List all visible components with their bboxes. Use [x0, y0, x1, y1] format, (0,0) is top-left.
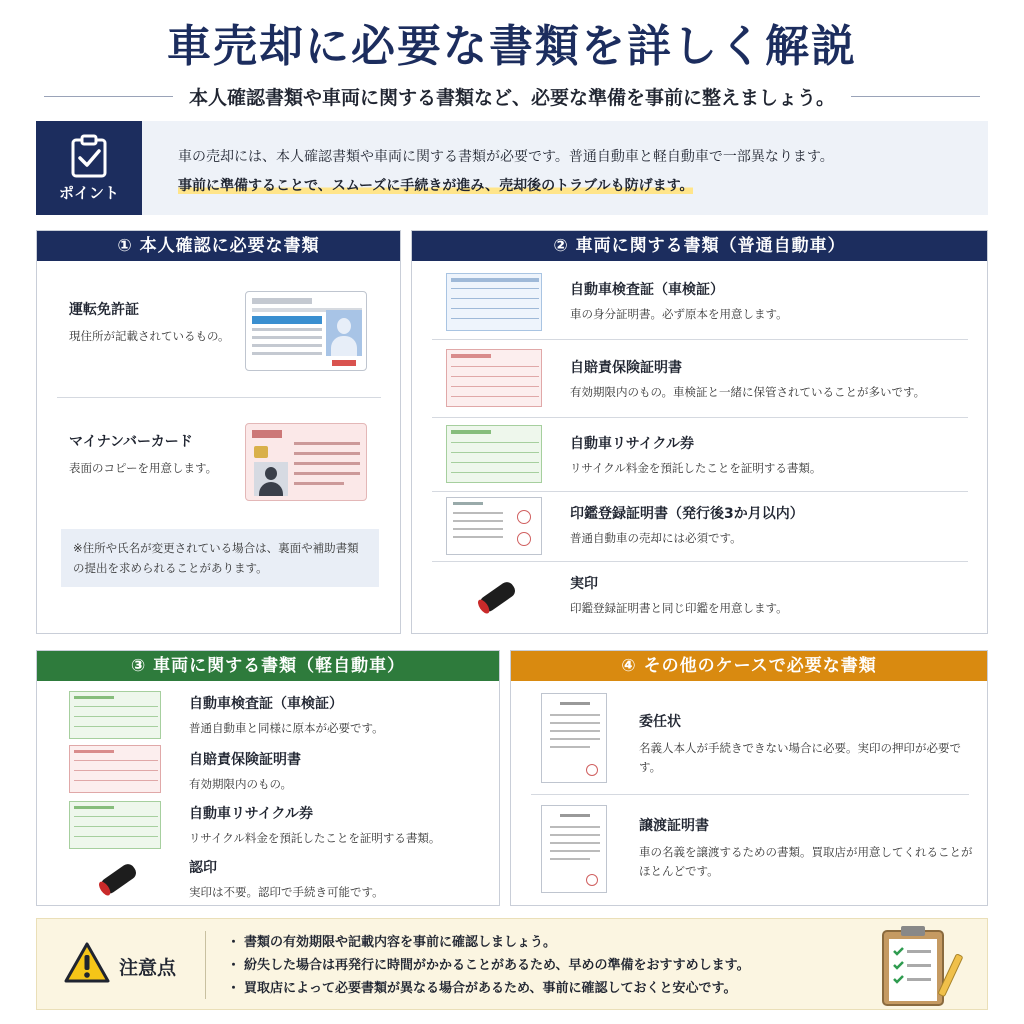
kei-recycling-ticket-image: [69, 801, 161, 849]
clipboard-check-icon: [69, 134, 109, 178]
item-title: 自動車検査証（車検証）: [189, 696, 343, 712]
item-desc: 有効期限内のもの。: [189, 777, 293, 791]
section-other-cases: [510, 650, 988, 906]
kei-liability-insurance-image: [69, 745, 161, 793]
item-title: 自動車検査証（車検証）: [570, 282, 724, 298]
section-4-header: ④ その他のケースで必要な書類: [511, 651, 987, 681]
page-title: 車売却に必要な書類を詳しく解説: [167, 21, 857, 72]
mynumber-card-image: [245, 423, 367, 501]
item-title: 自賠責保険証明書: [570, 360, 682, 376]
item-title: 実印: [570, 576, 598, 592]
checklist-clipboard-icon: [877, 923, 967, 1007]
item-kei-liability-insurance: [189, 749, 489, 794]
section-4-divider: [531, 794, 969, 795]
item-desc: 名義人本人が手続きできない場合に必要。実印の押印が必要です。: [639, 741, 961, 774]
point-badge: [36, 121, 142, 215]
item-transfer-certificate: [639, 815, 974, 881]
section-2-header: ② 車両に関する書類（普通自動車）: [412, 231, 987, 261]
list-item: ・ 紛失した場合は再発行に時間がかかることがあるため、早めの準備をおすすめします。: [227, 954, 750, 977]
section-2-divider: [432, 491, 968, 492]
recycling-ticket-image: [446, 425, 542, 483]
warning-icon: [63, 941, 111, 985]
item-liability-insurance-cert: [570, 357, 980, 402]
section-vehicle-documents-regular: [411, 230, 988, 634]
section-2-divider: [432, 339, 968, 340]
item-personal-seal: [189, 857, 489, 902]
kei-inspection-cert-image: [69, 691, 161, 739]
vehicle-inspection-cert-image: [446, 273, 542, 331]
section-3-header: ③ 車両に関する書類（軽自動車）: [37, 651, 499, 681]
section-1-divider: [57, 397, 381, 398]
liability-insurance-cert-image: [446, 349, 542, 407]
caution-list: [227, 931, 750, 1000]
point-badge-label: ポイント: [58, 183, 119, 202]
item-desc: 有効期限内のもの。車検証と一緒に保管されていることが多いです。: [570, 385, 926, 399]
item-title: 譲渡証明書: [639, 818, 709, 834]
list-item: ・ 書類の有効期限や記載内容を事前に確認しましょう。: [227, 931, 750, 954]
section-vehicle-documents-kei: [36, 650, 500, 906]
subtitle-rule-left: [44, 96, 173, 97]
seal-stamp-icon: [472, 573, 522, 619]
section-2-divider: [432, 417, 968, 418]
item-kei-recycling-ticket: [189, 803, 489, 848]
item-desc: 普通自動車と同様に原本が必要です。: [189, 721, 384, 735]
point-box: [36, 121, 988, 215]
seal-registration-cert-image: [446, 497, 542, 555]
item-desc: リサイクル料金を預託したことを証明する書類。: [570, 461, 822, 475]
list-item: ・ 買取店によって必要書類が異なる場合があるため、事前に確認しておくと安心です。: [227, 977, 750, 1000]
caution-box: [36, 918, 988, 1010]
item-kei-inspection-cert: [189, 693, 489, 738]
item-title: 印鑑登録証明書（発行後3か月以内）: [570, 506, 804, 522]
caution-divider: [205, 931, 206, 999]
item-title: 自動車リサイクル券: [570, 436, 695, 452]
subtitle-row: [44, 82, 980, 110]
section-1-note: ※住所や氏名が変更されている場合は、裏面や補助書類の提出を求められることがあります。: [61, 529, 379, 587]
seal-stamp-icon: [93, 855, 143, 901]
item-desc: 普通自動車の売却には必須です。: [570, 531, 742, 545]
item-title: 自動車リサイクル券: [189, 806, 314, 822]
item-mynumber-card: [69, 431, 249, 478]
item-drivers-license: [69, 299, 249, 346]
point-line-1: 車の売却には、本人確認書類や車両に関する書類が必要です。普通自動車と軽自動車で一部異なります。: [178, 149, 834, 165]
item-title: 認印: [189, 860, 217, 876]
item-title: 委任状: [639, 714, 681, 730]
item-title: 自賠責保険証明書: [189, 752, 301, 768]
item-desc: 実印は不要。認印で手続き可能です。: [189, 885, 384, 899]
point-text: [142, 121, 834, 215]
transfer-certificate-image: [541, 805, 607, 893]
item-desc: 車の身分証明書。必ず原本を用意します。: [570, 307, 788, 321]
subtitle-rule-right: [851, 96, 980, 97]
item-power-of-attorney: [639, 711, 974, 777]
item-seal-registration-cert: [570, 503, 970, 548]
item-title: マイナンバーカード: [69, 434, 193, 450]
item-title: 運転免許証: [69, 302, 139, 318]
item-recycling-ticket: [570, 433, 970, 478]
item-desc: 印鑑登録証明書と同じ印鑑を用意します。: [570, 601, 788, 615]
item-desc: 車の名義を譲渡するための書類。買取店が用意してくれることがほとんどです。: [639, 845, 973, 878]
caution-label: 注意点: [119, 957, 177, 979]
point-line-2-highlight: 事前に準備することで、スムーズに手続きが進み、売却後のトラブルも防げます。: [178, 178, 694, 194]
section-1-header: ① 本人確認に必要な書類: [37, 231, 400, 261]
section-identity-documents: [36, 230, 401, 634]
item-desc: リサイクル料金を預託したことを証明する書類。: [189, 831, 441, 845]
page-subtitle: 本人確認書類や車両に関する書類など、必要な準備を事前に整えましょう。: [189, 86, 836, 109]
power-of-attorney-image: [541, 693, 607, 783]
item-vehicle-inspection-cert: [570, 279, 970, 324]
item-desc: 現住所が記載されているもの。: [69, 329, 230, 343]
section-2-divider: [432, 561, 968, 562]
item-desc: 表面のコピーを用意します。: [69, 461, 218, 475]
drivers-license-image: [245, 291, 367, 371]
item-registered-seal: [570, 573, 970, 618]
